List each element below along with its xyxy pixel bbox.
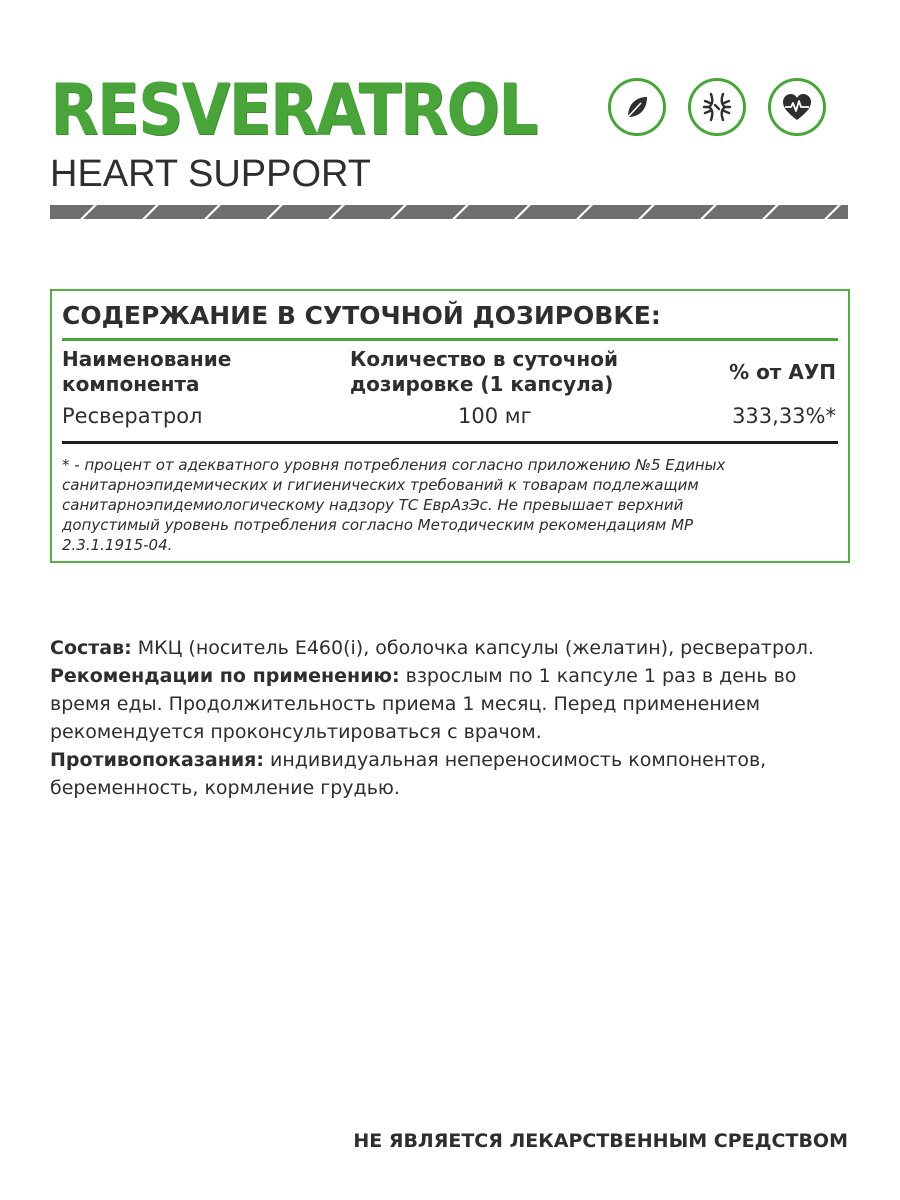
header-percent: % от АУП: [729, 360, 836, 384]
contraindications-label: Противопоказания:: [50, 749, 264, 771]
product-title: RESVERATROL: [50, 69, 537, 151]
usage-label: Рекомендации по применению:: [50, 665, 400, 687]
vessel-icon: [688, 78, 746, 136]
dose-table-heading: СОДЕРЖАНИЕ В СУТОЧНОЙ ДОЗИРОВКЕ:: [62, 301, 661, 330]
row-percent: 333,33%*: [732, 404, 836, 428]
composition-text: МКЦ (носитель Е460(i), оболочка капсулы (желатин), ресвератрол.: [131, 637, 814, 659]
row-amount: 100 мг: [458, 404, 532, 428]
leaf-icon: [608, 78, 666, 136]
decorative-stripe: [50, 205, 848, 219]
footnote: * - процент от адекватного уровня потребления согласно приложению №5 Единых санитарноэпидемических и гигиенических требований к товарам подлежащим санитарноэпидемиологическому надзору ТС ЕврАзЭс. Не превышает верхний допустимый уровень потребления согласно Методическим рекомендациям МР 2.3.1.1915-04.: [62, 456, 726, 554]
header-component-name: Наименование компонента: [62, 347, 232, 396]
contraindications-text: индивидуальная непереносимость компонентов,: [263, 749, 767, 771]
usage-line-2: время еды. Продолжительность приема 1 месяц. Перед применением: [50, 693, 761, 715]
dose-table-box: [50, 289, 850, 563]
header-daily-amount: Количество в суточной дозировке (1 капсула): [350, 347, 618, 396]
composition-label: Состав:: [50, 637, 132, 659]
heading-divider: [62, 338, 838, 341]
heart-pulse-icon: [768, 78, 826, 136]
usage-line: [50, 662, 850, 690]
contraindications-line-2: беременность, кормление грудью.: [50, 777, 400, 799]
product-info: [50, 634, 850, 802]
row-component-name: Ресвератрол: [62, 404, 203, 428]
product-subtitle: HEART SUPPORT: [50, 153, 371, 195]
usage-text: взрослым по 1 капсуле 1 раз в день во: [399, 665, 797, 687]
disclaimer: НЕ ЯВЛЯЕТСЯ ЛЕКАРСТВЕННЫМ СРЕДСТВОМ: [353, 1130, 848, 1152]
feature-icons: [608, 78, 826, 136]
usage-line-3: рекомендуется проконсультироваться с врачом.: [50, 721, 542, 743]
composition-line: [50, 634, 850, 662]
contraindications-line: [50, 746, 850, 774]
table-divider: [62, 441, 838, 444]
